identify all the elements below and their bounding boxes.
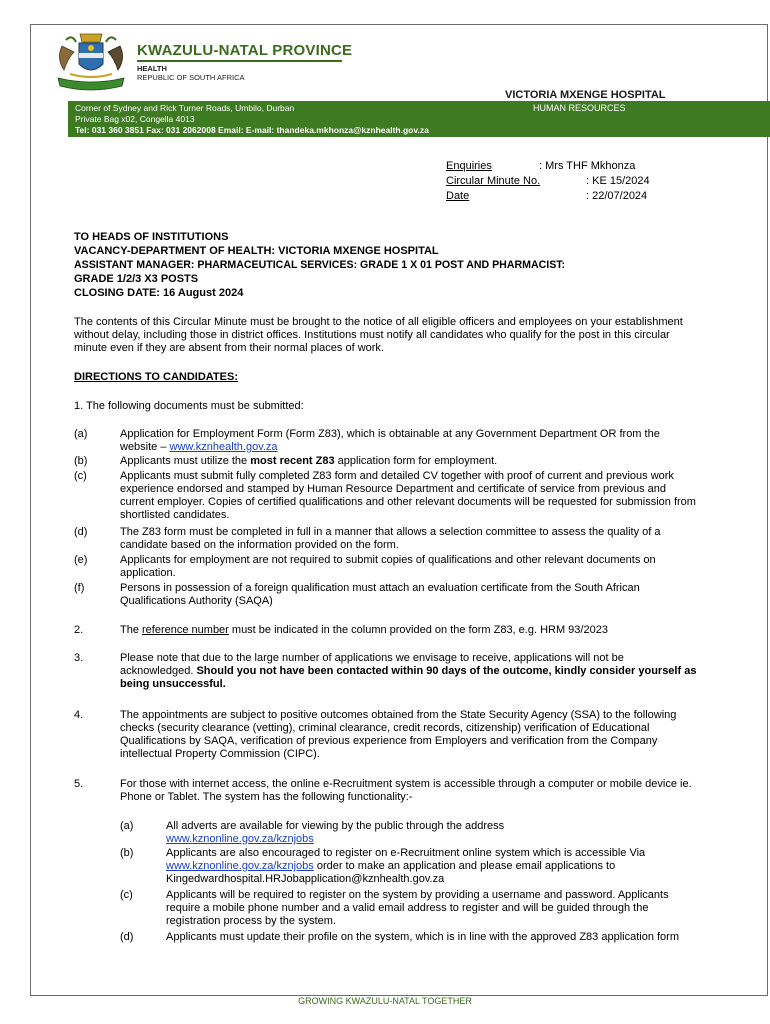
point-3-label: 3.	[74, 652, 84, 664]
kznjobs-link-1[interactable]: www.kznonline.gov.za/kznjobs	[166, 833, 314, 845]
item-e-label: (e)	[74, 554, 88, 566]
heading-line-1: TO HEADS OF INSTITUTIONS	[74, 231, 229, 243]
enquiries-row	[446, 159, 650, 174]
province-title: KWAZULU-NATAL PROVINCE	[137, 42, 353, 59]
heading-line-2: VACANCY-DEPARTMENT OF HEALTH: VICTORIA MXENGE HOSPITAL	[74, 245, 439, 257]
date-value: : 22/07/2024	[586, 190, 648, 202]
point-2	[120, 624, 698, 637]
point-2-label: 2.	[74, 624, 84, 636]
point-2-underlined: reference number	[142, 624, 229, 636]
point-2-pre: The	[120, 624, 143, 636]
point-3-bold: Should you not have been contacted within 90 days of the outcome, kindly consider yourself as being unsuccessful.	[120, 665, 697, 690]
point-3-text: Please note that due to the large number of applications we envisage to receive, applications will not be acknowledged.	[120, 652, 624, 677]
heading-line-3: ASSISTANT MANAGER: PHARMACEUTICAL SERVICES: GRADE 1 X 01 POST AND PHARMACIST:	[74, 259, 566, 271]
circular-value: : KE 15/2024	[586, 175, 650, 187]
heading-line-5: CLOSING DATE: 16 August 2024	[74, 287, 244, 299]
point-5-text: For those with internet access, the online e-Recruitment system is accessible through a computer or mobile device ie. Phone or Tablet. The system has the following functionality:-	[120, 778, 692, 803]
item-e-text: Applicants for employment are not required to submit copies of qualifications and other relevant documents on application.	[120, 554, 656, 579]
date-key: Date	[446, 190, 470, 202]
sub-b-pre: Applicants are also encouraged to register on e-Recruitment online system which is accessible Via	[166, 847, 646, 859]
hospital-name: VICTORIA MXENGE HOSPITAL	[505, 89, 666, 101]
item-a-label: (a)	[74, 428, 88, 440]
item-f-label: (f)	[74, 582, 85, 594]
coat-of-arms-logo	[50, 28, 132, 96]
directions-title: DIRECTIONS TO CANDIDATES:	[74, 371, 238, 383]
date-row	[446, 189, 650, 204]
address-block	[75, 103, 429, 136]
point-4-label: 4.	[74, 709, 84, 721]
heading-block	[74, 230, 704, 300]
item-b-label: (b)	[74, 455, 88, 467]
circular-key: Circular Minute No.	[446, 175, 541, 187]
point-2-post: must be indicated in the column provided on the form Z83, e.g. HRM 93/2023	[228, 624, 608, 636]
sub-d-text: Applicants must update their profile on the system, which is in line with the approved Z83 application form	[166, 931, 679, 943]
contact-line: Tel: 031 360 3851 Fax: 031 2062008 Email: E-mail: thandeka.mkhonza@kznhealth.gov.za	[75, 125, 429, 135]
sub-c-text: Applicants will be required to register on the system by providing a username and password. Applicants require a mobile phone number and a valid email address to register and will be guided through the registration process by the system.	[166, 889, 669, 927]
sub-d-label: (d)	[120, 931, 134, 943]
department-block	[137, 64, 245, 82]
item-b-post: application form for employment.	[334, 455, 498, 467]
point-5-label: 5.	[74, 778, 84, 790]
item-b	[120, 455, 698, 468]
item-c-label: (c)	[74, 470, 87, 482]
item-d-label: (d)	[74, 526, 88, 538]
address-line-2: Private Bag x02, Congella 4013	[75, 114, 195, 124]
point-3	[120, 652, 698, 691]
item-a	[120, 428, 698, 454]
footer-slogan: GROWING KWAZULU-NATAL TOGETHER	[298, 996, 472, 1006]
sub-b-post: order to make an application and please email applications to Kingedwardhospital.HRJobapplication@kznhealth.gov.za	[166, 860, 616, 885]
department-line: HEALTH	[137, 64, 167, 73]
heading-line-4: GRADE 1/2/3 X3 POSTS	[74, 273, 199, 285]
item-b-pre: Applicants must utilize the	[120, 455, 251, 467]
enquiries-value: : Mrs THF Mkhonza	[539, 160, 636, 172]
sub-b	[166, 847, 698, 886]
country-line: REPUBLIC OF SOUTH AFRICA	[137, 73, 245, 82]
item-c-text: Applicants must submit fully completed Z83 form and detailed CV together with proof of current and previous work experience endorsed and stamped by Human Resource Department and certificate of service from previous and current employer. Copies of certified qualifications and other relevant documents will be requested for submission from shortlisted candidates.	[120, 470, 696, 521]
circular-row	[446, 174, 650, 189]
sub-a-text: All adverts are available for viewing by the public through the address	[166, 820, 505, 832]
enquiries-key: Enquiries	[446, 160, 492, 172]
point-4-text: The appointments are subject to positive outcomes obtained from the State Security Agency (SSA) to the following checks (security clearance (vetting), criminal clearance, credit records, citizenship) verification of Educational Qualifications by SAQA, verification of previous experience from Employers and verification from the Company intellectual Property Commission (CIPC).	[120, 709, 677, 760]
enquiries-block	[446, 159, 650, 204]
title-underline	[137, 60, 342, 62]
kznjobs-link-2[interactable]: www.kznonline.gov.za/kznjobs	[166, 860, 314, 872]
item-a-text: Application for Employment Form (Form Z83), which is obtainable at any Government Department OR from the website –	[120, 428, 660, 453]
sub-a-label: (a)	[120, 820, 134, 832]
sub-b-label: (b)	[120, 847, 134, 859]
documents-intro: 1. The following documents must be submitted:	[74, 400, 304, 412]
kznhealth-link[interactable]: www.kznhealth.gov.za	[169, 441, 278, 453]
item-b-bold: most recent Z83	[250, 455, 335, 467]
address-line-1: Corner of Sydney and Rick Turner Roads, Umbilo, Durban	[75, 103, 295, 113]
intro-paragraph: The contents of this Circular Minute must be brought to the notice of all eligible officers and employees on your establishment without delay, including those in district offices. Institutions must notify all candidates who qualify for the post in this circular minute even if they are absent from their normal places of work.	[74, 316, 683, 354]
item-f-text: Persons in possession of a foreign qualification must attach an evaluation certificate from the South African Qualifications Authority (SAQA)	[120, 582, 640, 607]
item-d-text: The Z83 form must be completed in full in a manner that allows a selection committee to assess the quality of a candidate based on the information provided on the form.	[120, 526, 661, 551]
sub-a	[166, 820, 698, 846]
unit-label: HUMAN RESOURCES	[533, 103, 626, 113]
sub-c-label: (c)	[120, 889, 133, 901]
